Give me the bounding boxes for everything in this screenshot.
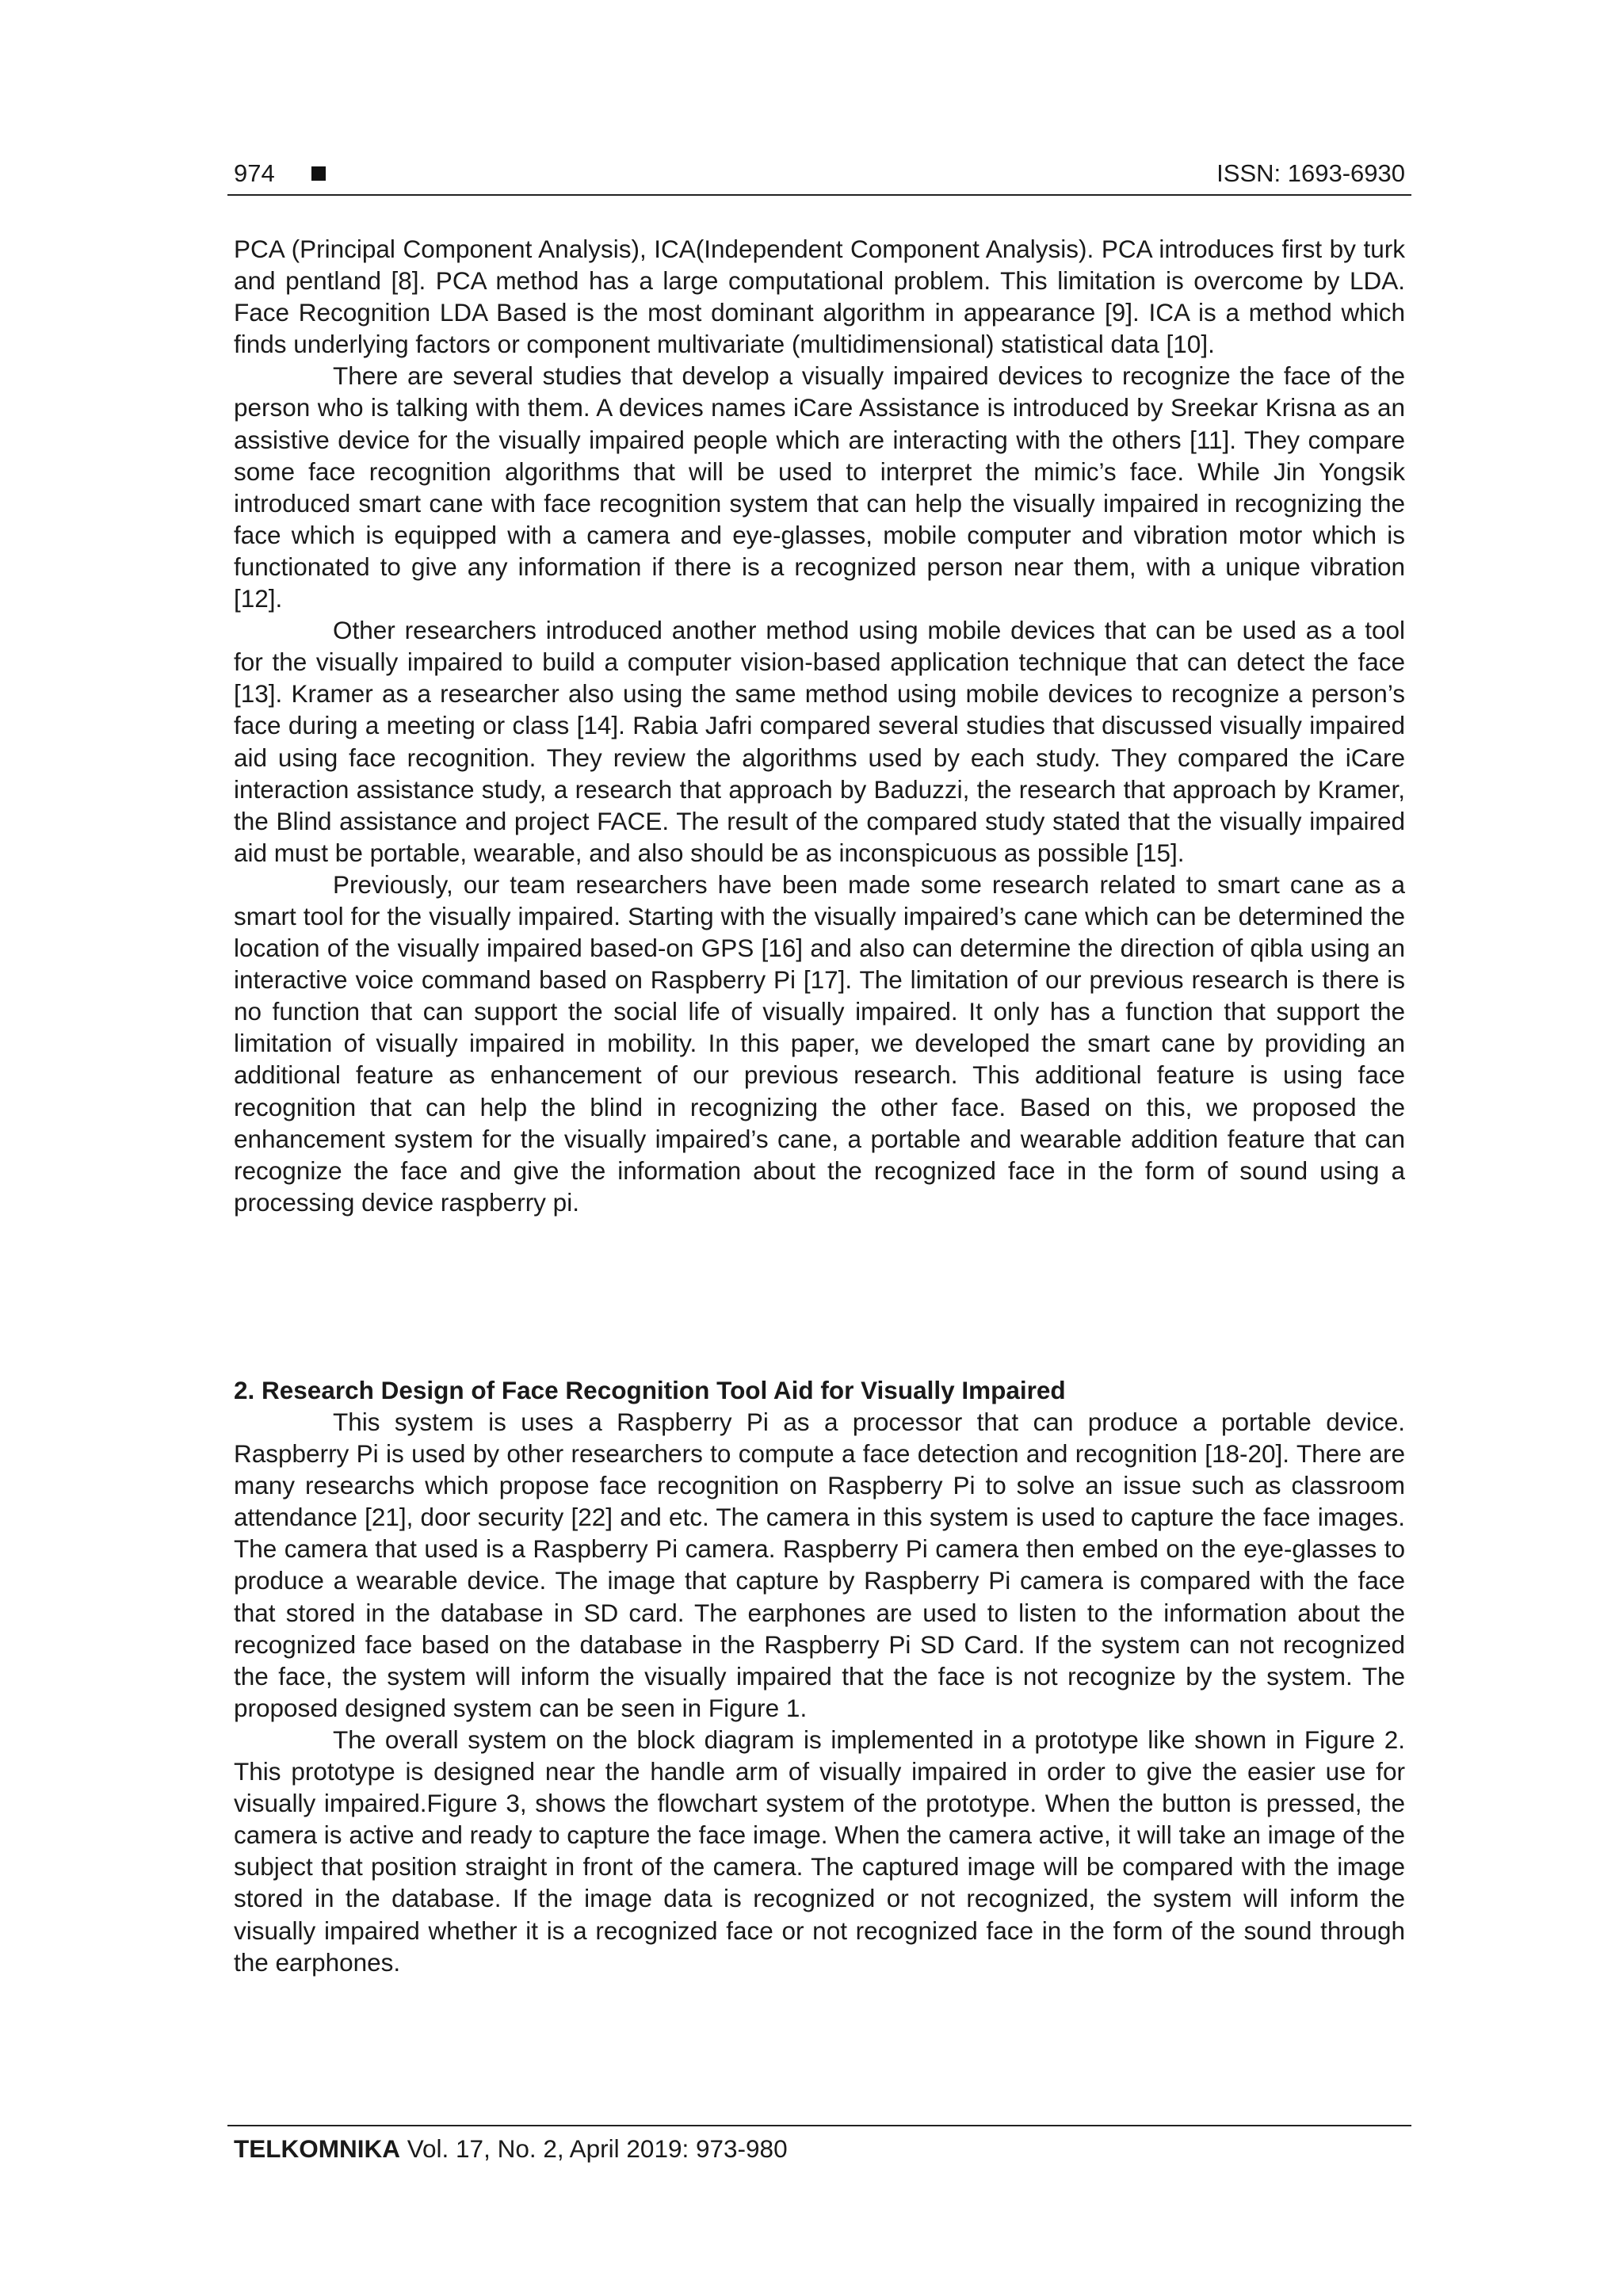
paragraph-2: There are several studies that develop a visually impaired devices to recognize the face of the person who is talking with them. A devices names iCare Assistance is introduced by Sreekar Krisna as an assistive device for the visually impaired people which are interacting with the others [11]. They compare some face recognition algorithms that will be used to interpret the mimic’s face. While Jin Yongsik introduced smart cane with face recognition system that can help the visually impaired in recognizing the face which is equipped with a camera and eye-glasses, mobile computer and vibration motor which is functionated to give any information if there is a recognized person near them, with a unique vibration [12]. <box>234 361 1405 613</box>
running-header <box>234 155 1405 192</box>
intro-continuation <box>234 233 1405 1218</box>
paragraph-3: Other researchers introduced another method using mobile devices that can be used as a tool for the visually impaired to build a computer vision-based application technique that can detect the face [13]. Kramer as a researcher also using the same method using mobile devices to recognize a person’s face during a meeting or class [14]. Rabia Jafri compared several studies that discussed visually impaired aid using face recognition. They review the algorithms used by each study. They compared the iCare interaction assistance study, a research that approach by Baduzzi, the research that approach by Kramer, the Blind assistance and project FACE. The result of the compared study stated that the visually impaired aid must be portable, wearable, and also should be as inconspicuous as possible [15]. <box>234 616 1405 867</box>
footer-divider <box>227 2125 1411 2126</box>
section-2-heading: 2. Research Design of Face Recognition Tool Aid for Visually Impaired <box>234 1376 1066 1404</box>
header-divider <box>227 194 1411 196</box>
section-2-paragraph-1: This system is uses a Raspberry Pi as a processor that can produce a portable device. Raspberry Pi is used by other researchers to compute a face detection and recognition [18-20]. There are many researchs which propose face recognition on Raspberry Pi to solve an issue such as classroom attendance [21], door security [22] and etc. The camera in this system is used to capture the face images. The camera that used is a Raspberry Pi camera. Raspberry Pi camera then embed on the eye-glasses to produce a wearable device. The image that capture by Raspberry Pi camera is compared with the face that stored in the database in SD card. The earphones are used to listen to the information about the recognized face based on the database in the Raspberry Pi SD Card. If the system can not recognized the face, the system will inform the visually impaired that the face is not recognize by the system. The proposed designed system can be seen in Figure 1. <box>234 1408 1405 1722</box>
issn-label: ISSN: 1693-6930 <box>1216 159 1405 187</box>
section-2-paragraph-2: The overall system on the block diagram is implemented in a prototype like shown in Figure 2. This prototype is designed near the handle arm of visually impaired in order to give the easier use for visually impaired.Figure 3, shows the flowchart system of the prototype. When the button is pressed, the camera is active and ready to capture the face image. When the camera active, it will take an image of the subject that position straight in front of the camera. The captured image will be compared with the image stored in the database. If the image data is recognized or not recognized, the system will inform the visually impaired whether it is a recognized face or not recognized face in the form of the sound through the earphones. <box>234 1725 1405 1977</box>
section-2-body <box>234 1406 1405 1978</box>
page-number: 974 <box>234 159 275 187</box>
paragraph-1: PCA (Principal Component Analysis), ICA(Independent Component Analysis). PCA introduces first by turk and pentland [8]. PCA method has a large computational problem. This limitation is overcome by LDA. Face Recognition LDA Based is the most dominant algorithm in appearance [9]. ICA is a method which finds underlying factors or component multivariate (multidimensional) statistical data [10]. <box>234 235 1405 359</box>
black-square-icon <box>311 166 326 181</box>
running-footer <box>234 2130 788 2167</box>
paragraph-4: Previously, our team researchers have been made some research related to smart cane as a smart tool for the visually impaired. Starting with the visually impaired’s cane which can be determined the location of the visually impaired based-on GPS [16] and also can determine the direction of qibla using an interactive voice command based on Raspberry Pi [17]. The limitation of our previous research is there is no function that can support the social life of visually impaired. It only has a function that support the limitation of visually impaired in mobility. In this paper, we developed the smart cane by providing an additional feature as enhancement of our previous research. This additional feature is using face recognition that can help the blind in recognizing the other face. Based on this, we proposed the enhancement system for the visually impaired’s cane, a portable and wearable addition feature that can recognize the face and give the information about the recognized face in the form of sound using a processing device raspberry pi. <box>234 869 1405 1217</box>
journal-name: TELKOMNIKA <box>234 2134 400 2163</box>
journal-citation: Vol. 17, No. 2, April 2019: 973-980 <box>407 2134 788 2163</box>
